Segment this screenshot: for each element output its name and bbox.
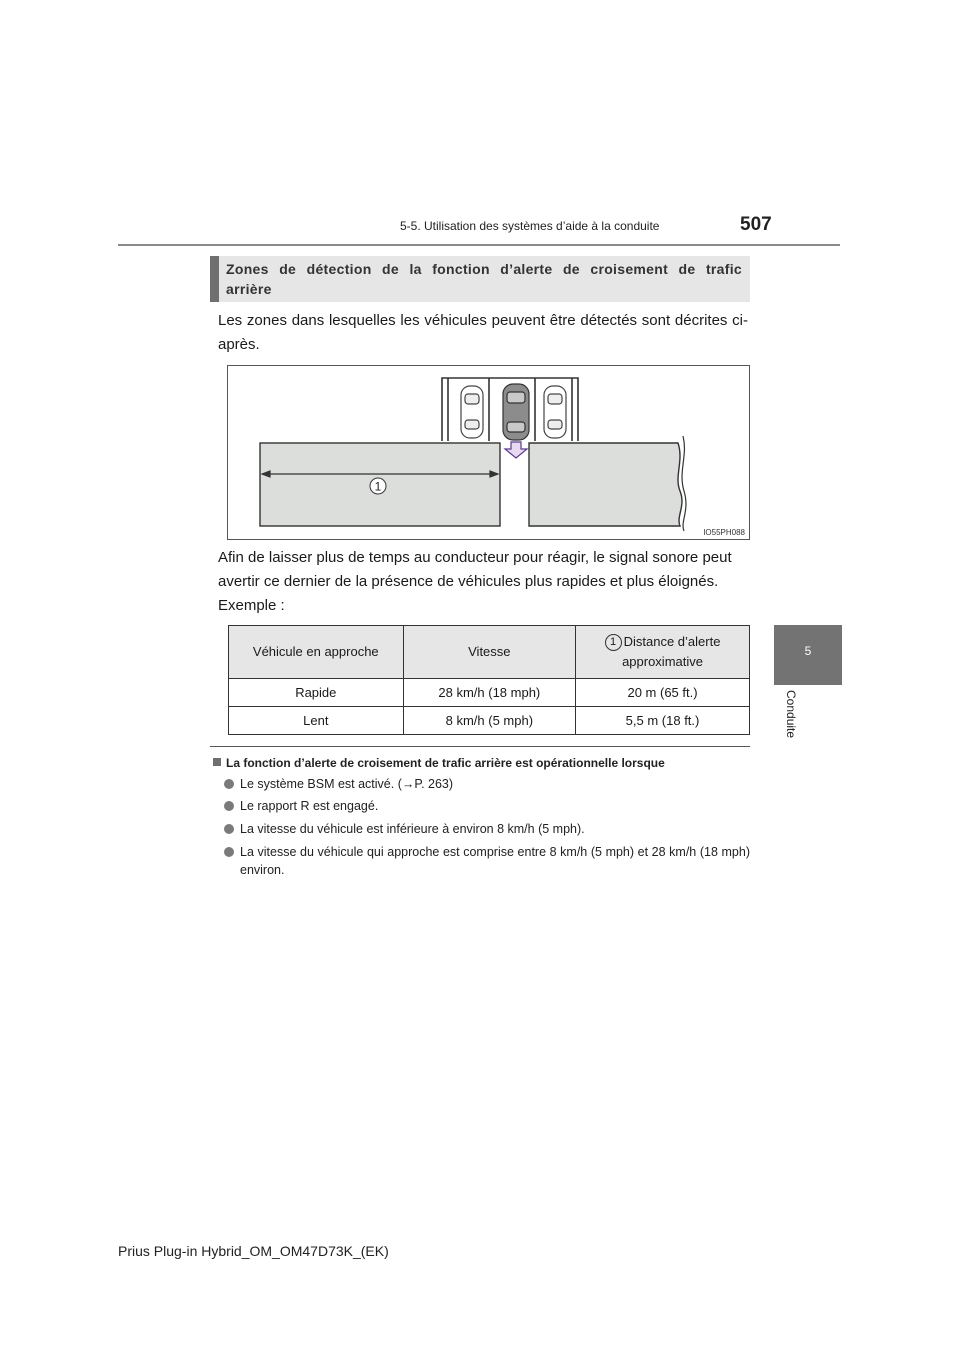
- conditions-heading: La fonction d’alerte de croisement de trafic arrière est opérationnelle lorsque: [213, 756, 665, 770]
- example-label: Exemple :: [218, 597, 285, 614]
- list-item: Le système BSM est activé. (→P. 263): [224, 775, 750, 793]
- bullet-icon: [224, 824, 234, 834]
- table-cell: 5,5 m (18 ft.): [576, 707, 750, 735]
- table-row: [229, 679, 750, 707]
- header-divider: [118, 244, 840, 246]
- running-header-section: 5-5. Utilisation des systèmes d’aide à la conduite: [400, 219, 660, 233]
- section-divider: [210, 746, 750, 747]
- figure-code: IO55PH088: [703, 528, 745, 537]
- table-cell: 20 m (65 ft.): [576, 679, 750, 707]
- list-item: La vitesse du véhicule est inférieure à environ 8 km/h (5 mph).: [224, 820, 750, 838]
- detection-zone-figure: [227, 365, 750, 540]
- page-number: 507: [740, 214, 772, 235]
- section-heading-bar: [210, 256, 219, 302]
- table-cell: 28 km/h (18 mph): [403, 679, 575, 707]
- zone-right: [529, 443, 682, 526]
- parked-car-right: [544, 386, 566, 438]
- footer-document-id: Prius Plug-in Hybrid_OM_OM47D73K_(EK): [118, 1243, 389, 1259]
- square-bullet-icon: [213, 758, 221, 766]
- note-paragraph: Afin de laisser plus de temps au conducteur pour réagir, le signal sonore peut avertir ce dernier de la présence de véhicules plus rapides et plus éloignés.: [218, 549, 732, 590]
- bullet-icon: [224, 847, 234, 857]
- table-row: [229, 707, 750, 735]
- table-cell: Lent: [229, 707, 404, 735]
- reverse-arrow: [505, 442, 527, 458]
- table-header-distance-text: Distance d’alerte approximative: [622, 634, 721, 669]
- own-vehicle: [503, 384, 529, 440]
- bullet-icon: [224, 779, 234, 789]
- table-header-vehicle: Véhicule en approche: [229, 626, 404, 679]
- section-heading: [210, 256, 750, 302]
- table-header-row: [229, 626, 750, 679]
- table-header-distance: [576, 626, 750, 679]
- list-item: La vitesse du véhicule qui approche est comprise entre 8 km/h (5 mph) et 28 km/h (18 mph) environ.: [224, 843, 750, 879]
- table-cell: Rapide: [229, 679, 404, 707]
- parked-car-left: [461, 386, 483, 438]
- detection-zone-diagram: [228, 366, 749, 539]
- chapter-tab-number: 5: [804, 644, 812, 658]
- section-heading-text: Zones de détection de la fonction d’alerte de croisement de trafic arrière: [226, 261, 742, 297]
- chapter-tab-label: Conduite: [784, 690, 798, 739]
- figure-callout-1: 1: [374, 479, 382, 494]
- list-item: Le rapport R est engagé.: [224, 797, 750, 815]
- table-cell: 8 km/h (5 mph): [403, 707, 575, 735]
- table-callout-1: 1: [605, 634, 622, 651]
- table-header-speed: Vitesse: [403, 626, 575, 679]
- alert-distance-table: [228, 625, 750, 735]
- intro-paragraph: Les zones dans lesquelles les véhicules peuvent être détectés sont décrites ci-après.: [218, 312, 748, 353]
- bullet-icon: [224, 801, 234, 811]
